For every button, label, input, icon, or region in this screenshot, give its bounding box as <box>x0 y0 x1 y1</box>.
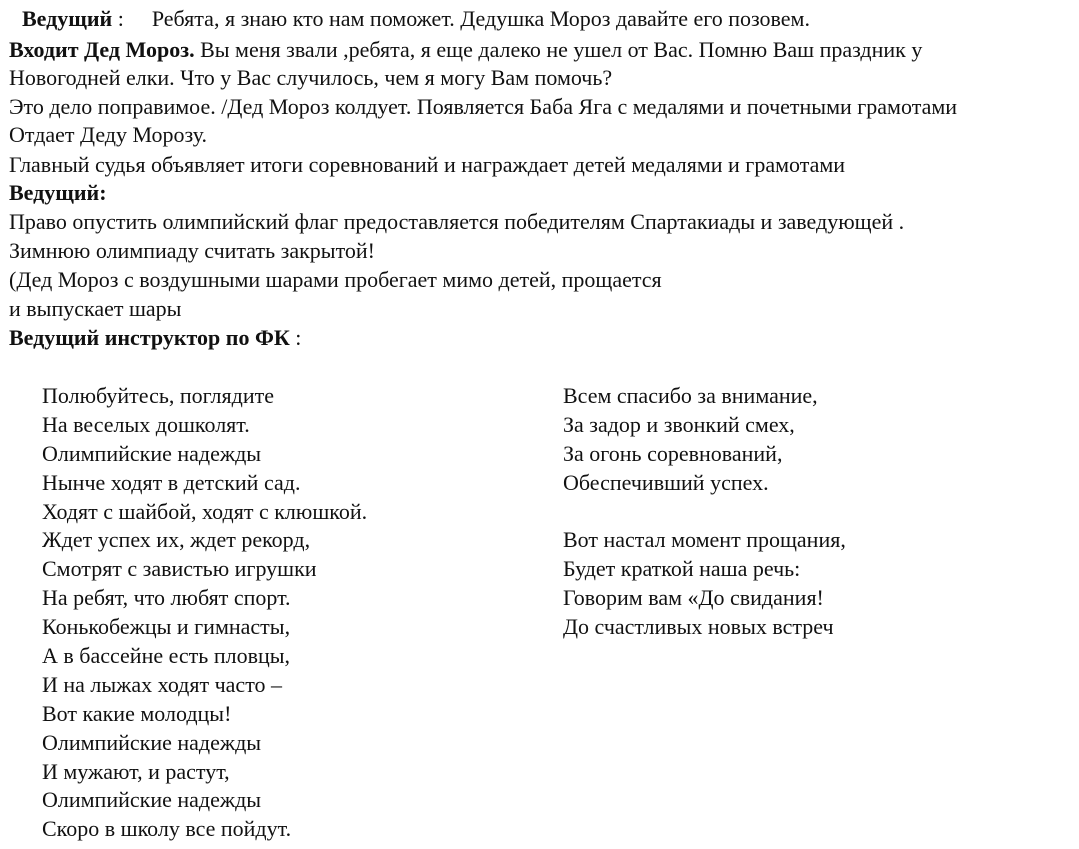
poem-left-line: Ждет успех их, ждет рекорд, <box>42 527 311 553</box>
poem-left-line: Вот какие молодцы! <box>42 700 232 726</box>
intro-line-1 <box>22 6 810 32</box>
poem-right-line: Всем спасибо за внимание, <box>563 383 818 408</box>
poem-right-line: Вот настал момент прощания, <box>563 527 846 553</box>
speaker-label: Ведущий <box>22 6 113 31</box>
intro-line-11: и выпускает шары <box>9 296 182 321</box>
intro-line-9: Зимнюю олимпиаду считать закрытой! <box>9 238 375 263</box>
poem-left-line: Ходят с шайбой, ходят с клюшкой. <box>42 498 368 524</box>
stanza-gap <box>563 498 846 527</box>
poem-right-line: До счастливых новых встреч <box>563 614 834 640</box>
intro-line-8: Право опустить олимпийский флаг предоставляется победителям Спартакиады и заведующей . <box>9 209 905 234</box>
speech-text: Ребята, я знаю кто нам поможет. Дедушка Мороз давайте его позовем. <box>151 6 810 31</box>
poem-left-line: Конькобежцы и гимнасты, <box>42 614 291 640</box>
stage-direction-bold: Входит Дед Мороз. <box>9 37 195 62</box>
poem-left-line: И мужают, и растут, <box>42 758 230 784</box>
poem-left-line: Олимпийские надежды <box>42 729 262 755</box>
intro-line-7-speaker: Ведущий: <box>9 180 107 205</box>
intro-line-12 <box>9 325 301 351</box>
poem-left-line: Олимпийские надежды <box>42 440 262 466</box>
poem-right-line: Обеспечивший успех. <box>563 469 769 495</box>
poem-right-line: Будет краткой наша речь: <box>563 556 801 582</box>
instructor-label: Ведущий инструктор по ФК <box>9 325 290 350</box>
intro-line-5: Отдает Деду Морозу. <box>9 122 208 147</box>
poem-right-line: Говорим вам «До свидания! <box>563 585 824 611</box>
poem-left-line: На ребят, что любят спорт. <box>42 585 291 611</box>
poem-left-line: И на лыжах ходят часто – <box>42 671 283 697</box>
intro-line-3: Новогодней елки. Что у Вас случилось, чем я могу Вам помочь? <box>9 65 613 90</box>
intro-line-10: (Дед Мороз с воздушными шарами пробегает мимо детей, прощается <box>9 267 662 292</box>
poem-left-line: Нынче ходят в детский сад. <box>42 469 301 495</box>
intro-line-6: Главный судья объявляет итоги соревнований и награждает детей медалями и грамотами <box>9 152 846 177</box>
poem-right-line: За задор и звонкий смех, <box>563 411 795 437</box>
intro-line-4: Это дело поправимое. /Дед Мороз колдует. Появляется Баба Яга с медалями и почетными грамотами <box>9 94 958 119</box>
poem-left-line: Скоро в школу все пойдут. <box>42 816 292 842</box>
instructor-colon: : <box>289 325 302 350</box>
poem-left-line: Смотрят с завистью игрушки <box>42 556 317 582</box>
poem-left-line: Полюбуйтесь, поглядите <box>42 383 274 408</box>
poem-right-column <box>563 382 846 642</box>
intro-line-2 <box>9 37 922 63</box>
speech-text: Вы меня звали ,ребята, я еще далеко не ушел от Вас. Помню Ваш праздник у <box>194 37 923 62</box>
poem-left-line: А в бассейне есть пловцы, <box>42 643 291 669</box>
poem-right-line: За огонь соревнований, <box>563 440 783 466</box>
speaker-colon: : <box>117 6 124 31</box>
poem-left-line: На веселых дошколят. <box>42 411 250 437</box>
poem-left-line: Олимпийские надежды <box>42 787 262 813</box>
poem-left-column <box>42 382 367 844</box>
